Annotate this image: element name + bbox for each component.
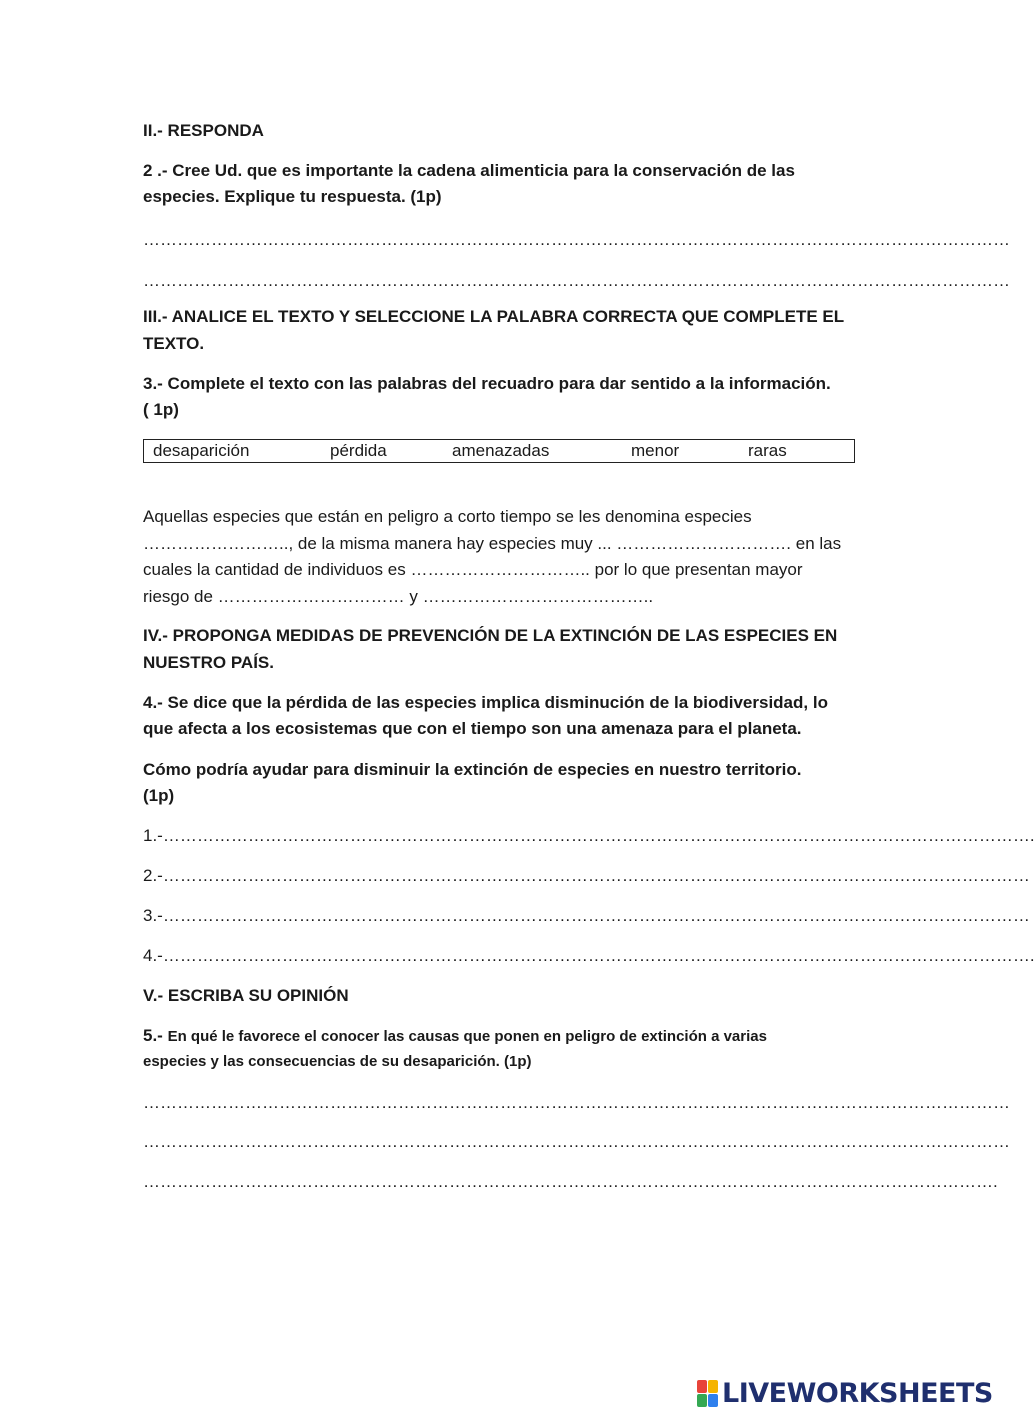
answer-line-2a[interactable]: ………………………………………………………………………………………………………………………………………: [143, 230, 1010, 249]
word-bank-item: pérdida: [330, 441, 387, 460]
statement-4-line-2: que afecta a los ecosistemas que con el tiempo son una amenaza para el planeta.: [143, 719, 802, 738]
question-4-line-1: Cómo podría ayudar para disminuir la extinción de especies en nuestro territorio.: [143, 760, 802, 779]
section-4-heading-line-1: IV.- PROPONGA MEDIDAS DE PREVENCIÓN DE LA EXTINCIÓN DE LAS ESPECIES EN: [143, 626, 838, 645]
word-bank-item: menor: [631, 441, 680, 460]
answer-line-4-2[interactable]: 2.-………………………………………………………………………………………………………………………………………: [143, 866, 1030, 885]
answer-line-4-3[interactable]: 3.-………………………………………………………………………………………………………………………………………: [143, 906, 1030, 925]
fill-paragraph-line-1: Aquellas especies que están en peligro a corto tiempo se les denomina especies: [143, 507, 752, 526]
liveworksheets-logo: [697, 1378, 993, 1408]
section-3-heading-line-1: III.- ANALICE EL TEXTO Y SELECCIONE LA PALABRA CORRECTA QUE COMPLETE EL: [143, 307, 845, 326]
question-5-line-2: especies y las consecuencias de su desaparición. (1p): [143, 1053, 532, 1070]
statement-4-line-1: 4.- Se dice que la pérdida de las especies implica disminución de la biodiversidad, lo: [143, 693, 828, 712]
word-bank-item: amenazadas: [452, 441, 550, 460]
section-4-heading-line-2: NUESTRO PAÍS.: [143, 653, 274, 672]
fill-paragraph-line-3[interactable]: cuales la cantidad de individuos es ………………………….. por lo que presentan mayor: [143, 560, 803, 579]
question-5-text: En qué le favorece el conocer las causas que ponen en peligro de extinción a varias: [167, 1028, 767, 1045]
section-5-heading: V.- ESCRIBA SU OPINIÓN: [143, 986, 349, 1005]
word-bank-item: raras: [748, 441, 787, 460]
answer-line-5a[interactable]: ………………………………………………………………………………………………………………………………………: [143, 1093, 1010, 1112]
answer-line-5c[interactable]: …………………………………………………………………………………………………………………………………….: [143, 1172, 998, 1191]
answer-line-4-4[interactable]: 4.-……………………………………………………………………………………………………………………………………….: [143, 946, 1035, 965]
question-2-line-2: especies. Explique tu respuesta. (1p): [143, 187, 442, 206]
answer-line-2b[interactable]: ………………………………………………………………………………………………………………………………………: [143, 271, 1010, 290]
question-5-line-1: [143, 1023, 767, 1050]
liveworksheets-logo-icon: [697, 1379, 719, 1407]
word-bank: [143, 439, 855, 463]
section-2-heading: II.- RESPONDA: [143, 121, 264, 140]
question-3-line-2: ( 1p): [143, 400, 179, 419]
question-2-line-1: 2 .- Cree Ud. que es importante la cadena alimenticia para la conservación de las: [143, 161, 795, 180]
answer-line-4-1[interactable]: 1.-……………………………………………………………………………………………………………………………………….: [143, 826, 1035, 845]
fill-paragraph-line-2[interactable]: …………………….., de la misma manera hay especies muy ... …………………………. en las: [143, 534, 842, 553]
question-3-line-1: 3.- Complete el texto con las palabras del recuadro para dar sentido a la información.: [143, 374, 831, 393]
question-5-number: 5.-: [143, 1026, 163, 1045]
question-4-line-2: (1p): [143, 786, 175, 805]
word-bank-item: desaparición: [153, 441, 250, 460]
answer-line-5b[interactable]: ………………………………………………………………………………………………………………………………………: [143, 1132, 1010, 1151]
liveworksheets-logo-text: LIVEWORKSHEETS: [722, 1377, 993, 1409]
section-3-heading-line-2: TEXTO.: [143, 334, 205, 353]
fill-paragraph-line-4[interactable]: riesgo de …………………………… y …………………………………..: [143, 587, 654, 606]
